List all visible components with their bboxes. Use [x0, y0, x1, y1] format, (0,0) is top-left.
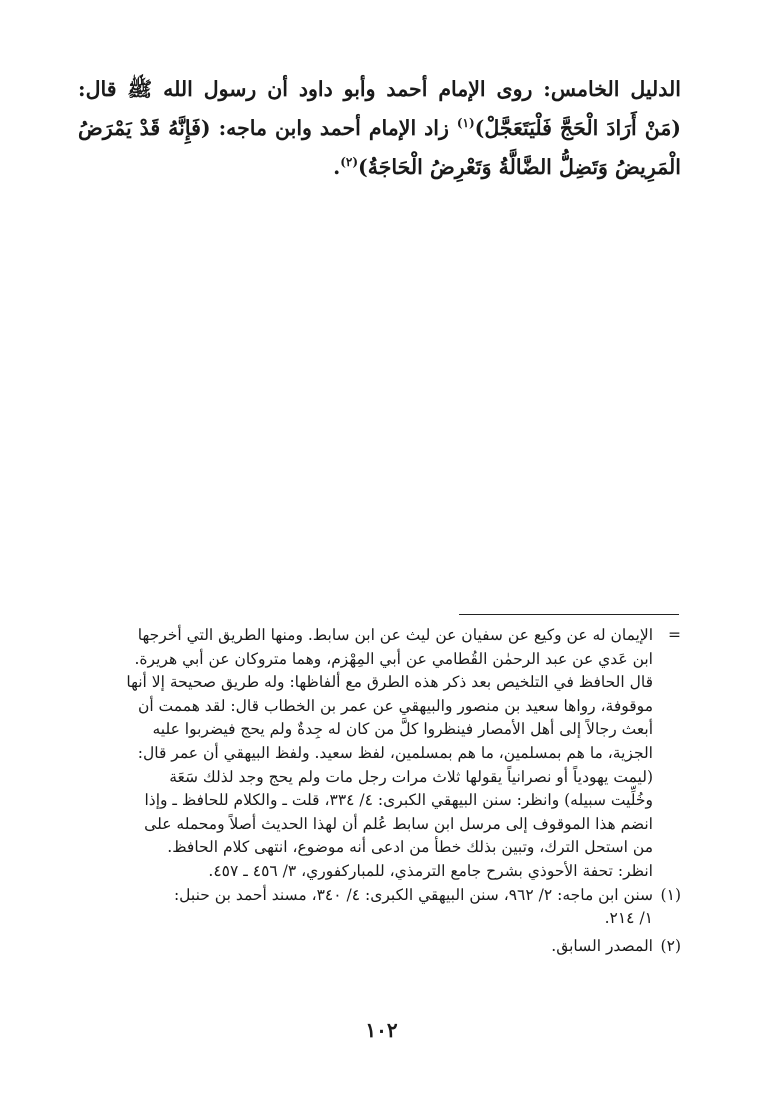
footnote-2-body [76, 935, 653, 959]
footnotes-section [76, 624, 681, 958]
hadith-quote-continuation: الْمَرِيضُ وَتَضِلُّ الضَّالَّةُ وَتَعْرِضُ الْحَاجَةُ) [358, 155, 681, 179]
footnote-line: انضم هذا الموقوف إلى مرسل ابن سابط عُلم أن لهذا الحديث أصلاً ومحمله على [144, 814, 653, 833]
footnote-continuation [76, 624, 681, 884]
footnote-1 [76, 884, 681, 931]
footnote-line: قال الحافظ في التلخيص بعد ذكر هذه الطرق مع ألفاظها: وله طريق صحيحة إلا أنها [126, 673, 653, 692]
footnote-2 [76, 935, 681, 959]
footnote-continuation-body [76, 624, 653, 884]
footnote-1-marker: (١) [660, 885, 681, 904]
footnote-line: موقوفة، رواها سعيد بن منصور والبيهقي عن عمر بن الخطاب قال: لقد هممت أن [137, 696, 653, 715]
footnote-line: من استحل الترك، وتبين بذلك خطأ من ادعى أنه موضوع، انتهى كلام الحافظ. [167, 838, 653, 857]
footnote-line: انظر: تحفة الأحوذي بشرح جامع الترمذي، للمباركفوري، ٣/ ٤٥٦ ـ ٤٥٧. [208, 861, 653, 880]
footnote-1-body [76, 884, 653, 931]
footnote-line: الإيمان له عن وكيع عن سفيان عن ليث عن ابن سابط. ومنها الطريق التي أخرجها [137, 626, 653, 644]
main-paragraph [78, 70, 681, 187]
footnote-line: ١/ ٢١٤. [604, 909, 653, 928]
footnote-line: الجزية، ما هم بمسلمين، ما هم بمسلمين، لفظ سعيد. ولفظ البيهقي أن عمر قال: [137, 743, 653, 762]
page-number: ١٠٢ [365, 1018, 398, 1042]
footnote-line: سنن ابن ماجه: ٢/ ٩٦٢، سنن البيهقي الكبرى: ٤/ ٣٤٠، مسند أحمد بن حنبل: [173, 885, 653, 904]
footnote-line: (ليمت يهودياً أو نصرانياً يقولها ثلاث مرات رجل مات ولم يحج وجد لذلك سَعَة [169, 767, 653, 786]
footnote-ref-2: (٢) [340, 155, 359, 170]
footnote-line: وخُلِّيت سبيله) وانظر: سنن البيهقي الكبرى: ٤/ ٣٣٤، قلت ـ والكلام للحافظ ـ وإذا [144, 791, 653, 810]
footnote-line: ابن عَدي عن عبد الرحمٰن القُطامي عن أبي المِهْزم، وهما متروكان عن أبي هريرة. [134, 649, 653, 668]
hadith-quote: (مَنْ أَرَادَ الْحَجَّ فَلْيَتَعَجَّلْ) [474, 116, 681, 140]
footnote-line: المصدر السابق. [551, 936, 653, 955]
continuation-marker: = [668, 626, 681, 644]
footnote-separator [459, 614, 679, 615]
main-line-1: : روى الإمام أحمد وأبو داود أن رسول الله ﷺ قال: [78, 77, 551, 101]
footnote-line: أبعث رجالاً إلى أهل الأمصار فينظروا كلَّ من كان له جِدةٌ ولم يحج فيضربوا عليه [152, 720, 653, 739]
evidence-label: الدليل الخامس [550, 77, 681, 101]
footnote-ref-1: (١) [456, 116, 475, 131]
sentence-end: . [333, 155, 341, 179]
footnote-2-marker: (٢) [660, 936, 681, 955]
main-line-2: زاد الإمام أحمد وابن ماجه: (فَإِنَّهُ قَدْ يَمْرَضُ [78, 116, 457, 140]
